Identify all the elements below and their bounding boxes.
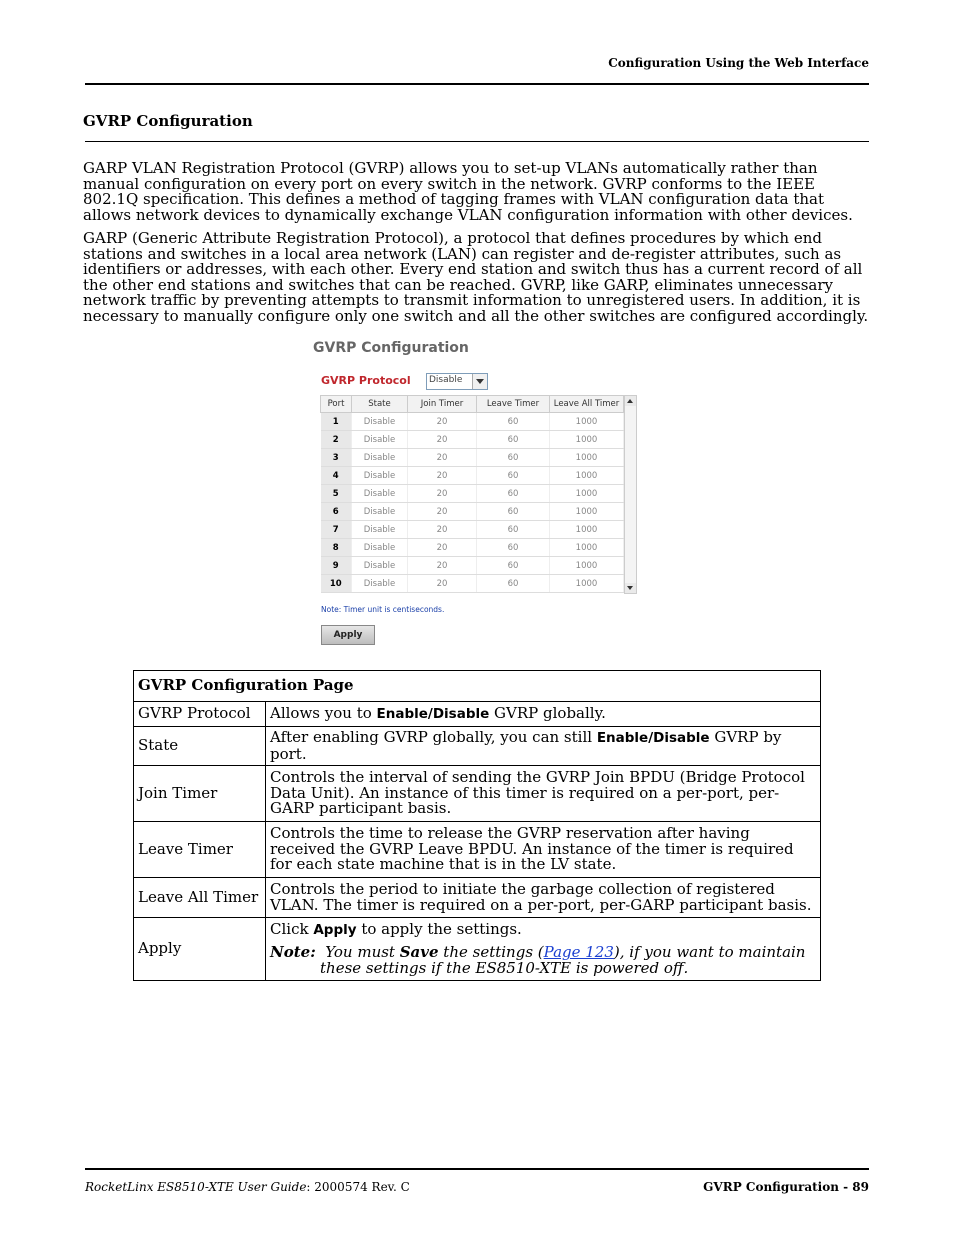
column-header: Leave All Timer <box>550 396 624 413</box>
table-cell[interactable]: 1000 <box>550 557 624 575</box>
header-rule <box>85 83 869 85</box>
footer-guide: RocketLinx ES8510-XTE User Guide: 2000574 Rev. C <box>85 1180 410 1194</box>
table-cell[interactable]: 60 <box>477 539 550 557</box>
table-row[interactable] <box>321 539 624 557</box>
table-header-row <box>321 396 624 413</box>
timer-unit-note: Note: Timer unit is centiseconds. <box>321 605 445 614</box>
table-cell[interactable]: 60 <box>477 557 550 575</box>
table-cell[interactable]: 20 <box>408 539 477 557</box>
field-name: GVRP Protocol <box>134 702 266 727</box>
gvrp-config-page-table <box>133 670 821 981</box>
field-description: Controls the period to initiate the garbage collection of registered VLAN. The timer is required on a per-port, per-GARP participant basis. <box>266 878 821 918</box>
table-cell[interactable]: 20 <box>408 449 477 467</box>
table-cell[interactable]: 20 <box>408 521 477 539</box>
table-row <box>134 766 821 822</box>
table-cell: 1 <box>321 413 352 431</box>
intro-paragraph: GARP VLAN Registration Protocol (GVRP) allows you to set-up VLANs automatically rather than manual configuration on every port on every switch in the network. GVRP conforms to the IEEE 802.1Q specification. This defines a method of tagging frames with VLAN configuration data that allows network devices to dynamically exchange VLAN configuration information with other devices. <box>83 159 853 224</box>
table-cell: 9 <box>321 557 352 575</box>
table-cell: 4 <box>321 467 352 485</box>
table-row <box>134 822 821 878</box>
gvrp-port-table <box>320 395 624 593</box>
field-description: Allows you to Enable/Disable GVRP globally. <box>266 702 821 727</box>
table-cell[interactable]: 1000 <box>550 503 624 521</box>
chevron-down-icon[interactable] <box>472 374 487 389</box>
table-cell[interactable]: 20 <box>408 575 477 593</box>
table-row <box>134 727 821 766</box>
table-cell[interactable]: 20 <box>408 485 477 503</box>
gvrp-config-screenshot <box>310 336 650 648</box>
apply-button[interactable]: Apply <box>321 625 375 645</box>
table-cell[interactable]: Disable <box>352 557 408 575</box>
gvrp-protocol-label: GVRP Protocol <box>321 374 411 387</box>
page-link[interactable]: Page 123 <box>543 943 614 962</box>
footer-page: GVRP Configuration - 89 <box>703 1180 869 1194</box>
table-row[interactable] <box>321 467 624 485</box>
table-cell[interactable]: 60 <box>477 467 550 485</box>
table-cell[interactable]: Disable <box>352 503 408 521</box>
table-row[interactable] <box>321 503 624 521</box>
table-cell[interactable]: 1000 <box>550 575 624 593</box>
table-row[interactable] <box>321 413 624 431</box>
running-header: Configuration Using the Web Interface <box>608 56 869 70</box>
table-row <box>134 878 821 918</box>
table-cell: 3 <box>321 449 352 467</box>
table-cell[interactable]: 1000 <box>550 485 624 503</box>
table-cell[interactable]: 20 <box>408 503 477 521</box>
table-cell[interactable]: 1000 <box>550 449 624 467</box>
table-cell[interactable]: 1000 <box>550 431 624 449</box>
field-description: Controls the interval of sending the GVRP Join BPDU (Bridge Protocol Data Unit). An instance of this timer is required on a per-port, per-GARP participant basis. <box>266 766 821 822</box>
table-cell: 6 <box>321 503 352 521</box>
table-cell[interactable]: Disable <box>352 521 408 539</box>
table-cell[interactable]: Disable <box>352 449 408 467</box>
field-name: Leave Timer <box>134 822 266 878</box>
table-cell[interactable]: 60 <box>477 521 550 539</box>
section-rule <box>85 141 869 142</box>
table-cell[interactable]: 60 <box>477 503 550 521</box>
gvrp-protocol-value: Disable <box>429 375 463 385</box>
column-header: Join Timer <box>408 396 477 413</box>
table-cell[interactable]: 1000 <box>550 539 624 557</box>
column-header: State <box>352 396 408 413</box>
column-header: Leave Timer <box>477 396 550 413</box>
field-description: Click Apply to apply the settings. Note: You must Save the settings (Page 123), if you want to maintain these settings if the ES8510-XTE is powered off. <box>266 918 821 981</box>
table-row[interactable] <box>321 431 624 449</box>
footer-rule <box>85 1168 869 1170</box>
garp-paragraph: GARP (Generic Attribute Registration Protocol), a protocol that defines procedures by which end stations and switches in a local area network (LAN) can register and de-register attributes, such as identifiers or addresses, with each other. Every end station and switch thus has a current record of all the other end stations and switches that can be reached. GVRP, like GARP, eliminates unnecessary network traffic by preventing attempts to transmit information to unregistered users. In addition, it is necessary to manually configure only one switch and all the other switches are configured accordingly. <box>83 229 869 325</box>
table-row[interactable] <box>321 521 624 539</box>
table-row[interactable] <box>321 557 624 575</box>
field-name: Leave All Timer <box>134 878 266 918</box>
table-scrollbar[interactable] <box>624 395 637 594</box>
scroll-up-icon[interactable] <box>625 396 636 406</box>
table-row <box>134 702 821 727</box>
table-cell[interactable]: 60 <box>477 431 550 449</box>
table-cell[interactable]: 60 <box>477 449 550 467</box>
table-row <box>134 918 821 981</box>
table-row[interactable] <box>321 449 624 467</box>
table-cell[interactable]: 1000 <box>550 413 624 431</box>
section-title: GVRP Configuration <box>83 112 253 130</box>
screenshot-title: GVRP Configuration <box>313 340 469 356</box>
table-cell: 7 <box>321 521 352 539</box>
table-cell[interactable]: 20 <box>408 431 477 449</box>
table-cell[interactable]: 1000 <box>550 467 624 485</box>
table-cell: 2 <box>321 431 352 449</box>
table-cell[interactable]: 60 <box>477 575 550 593</box>
table-cell[interactable]: 1000 <box>550 521 624 539</box>
table-cell[interactable]: Disable <box>352 575 408 593</box>
table-cell[interactable]: Disable <box>352 467 408 485</box>
table-cell[interactable]: 60 <box>477 485 550 503</box>
table-cell[interactable]: Disable <box>352 413 408 431</box>
scroll-down-icon[interactable] <box>625 583 636 593</box>
field-description: After enabling GVRP globally, you can still Enable/Disable GVRP by port. <box>266 727 821 766</box>
field-name: Apply <box>134 918 266 981</box>
table-cell[interactable]: Disable <box>352 485 408 503</box>
table-cell[interactable]: 60 <box>477 413 550 431</box>
table-cell[interactable]: Disable <box>352 431 408 449</box>
table-cell[interactable]: 20 <box>408 557 477 575</box>
table-cell: 8 <box>321 539 352 557</box>
field-description: Controls the time to release the GVRP reservation after having received the GVRP Leave BPDU. An instance of the timer is required for each state machine that is in the LV state. <box>266 822 821 878</box>
field-name: State <box>134 727 266 766</box>
table-row[interactable] <box>321 575 624 593</box>
gvrp-protocol-select[interactable] <box>426 373 488 390</box>
table-cell[interactable]: 20 <box>408 467 477 485</box>
table-cell[interactable]: Disable <box>352 539 408 557</box>
column-header: Port <box>321 396 352 413</box>
table-cell: 5 <box>321 485 352 503</box>
field-name: Join Timer <box>134 766 266 822</box>
save-note: Note: You must Save the settings (Page 123), if you want to maintain these settings if the ES8510-XTE is powered off. <box>270 943 806 977</box>
table-row[interactable] <box>321 485 624 503</box>
table-title: GVRP Configuration Page <box>134 671 821 702</box>
table-cell: 10 <box>321 575 352 593</box>
table-cell[interactable]: 20 <box>408 413 477 431</box>
